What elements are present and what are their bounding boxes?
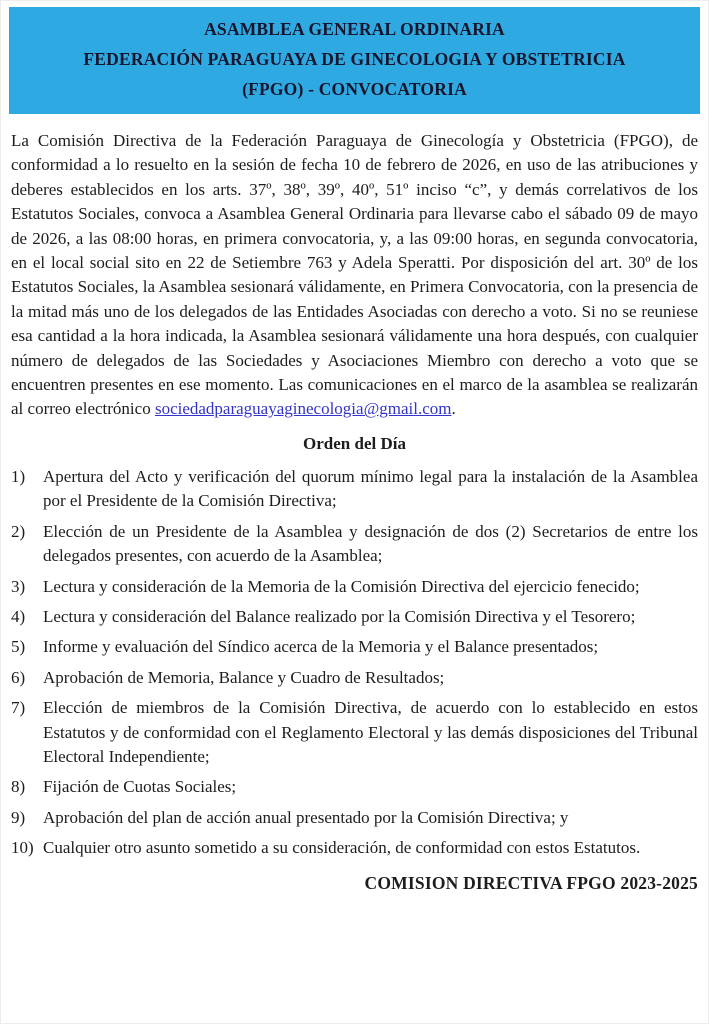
agenda-item-number: 9) <box>11 807 26 827</box>
agenda-item <box>11 666 698 690</box>
header-title-line2: FEDERACIÓN PARAGUAYA DE GINECOLOGIA Y OBSTETRICIA <box>83 49 626 69</box>
agenda-item-text: Aprobación del plan de acción anual presentado por la Comisión Directiva; y <box>43 807 569 827</box>
agenda-item-number: 3) <box>11 576 26 596</box>
agenda-item <box>11 696 698 769</box>
agenda-item-number: 5) <box>11 637 26 657</box>
document-body <box>11 129 698 861</box>
email-link[interactable]: sociedadparaguayaginecologia@gmail.com <box>154 399 452 419</box>
agenda-item-number: 7) <box>11 698 26 718</box>
agenda-item-text: Lectura y consideración de la Memoria de la Comisión Directiva del ejercicio fenecido; <box>43 576 640 596</box>
agenda-item-text: Elección de un Presidente de la Asamblea y designación de dos (2) Secretarios de entre los delegados presentes, con acuerdo de la Asamblea; <box>43 521 698 566</box>
agenda-item-text: Cualquier otro asunto sometido a su consideración, de conformidad con estos Estatutos. <box>43 838 641 858</box>
agenda-item <box>11 836 698 860</box>
agenda-title: Orden del Día <box>303 433 406 453</box>
agenda-item-number: 6) <box>11 667 26 687</box>
agenda-item-number: 4) <box>11 606 26 626</box>
agenda-item-number: 10) <box>11 838 34 858</box>
agenda-item-number: 8) <box>11 777 26 797</box>
agenda-item-text: Fijación de Cuotas Sociales; <box>43 777 237 797</box>
agenda-item-text: Informe y evaluación del Síndico acerca de la Memoria y el Balance presentados; <box>43 637 599 657</box>
agenda-item <box>11 635 698 659</box>
agenda-item <box>11 806 698 830</box>
agenda-item-text: Lectura y consideración del Balance realizado por la Comisión Directiva y el Tesorero; <box>43 606 636 626</box>
agenda-item <box>11 575 698 599</box>
signature-line: COMISION DIRECTIVA FPGO 2023-2025 <box>364 872 698 893</box>
agenda-item-number: 1) <box>11 466 26 486</box>
agenda-item-number: 2) <box>11 521 26 541</box>
paragraph-end-period: . <box>451 399 456 419</box>
convocation-paragraph <box>11 129 698 422</box>
agenda-item-text: Aprobación de Memoria, Balance y Cuadro de Resultados; <box>43 667 445 687</box>
convocation-text: La Comisión Directiva de la Federación Paraguaya de Ginecología y Obstetricia (FPGO), de conformidad a lo resuelto en la sesión de fecha 10 de febrero de 2026, en uso de las atribuciones y deberes establecidos en los arts. 37º, 38º, 39º, 40º, 51º inciso “c”, y demás correlativos de los Estatutos Sociales, convoca a Asamblea General Ordinaria para llevarse cabo el sábado 09 de mayo de 2026, a las 08:00 horas, en primera convocatoria, y, a las 09:00 horas, en segunda convocatoria, en el local social sito en 22 de Setiembre 763 y Adela Speratti. Por disposición del art. 30º de los Estatutos Sociales, la Asamblea sesionará válidamente, en Primera Convocatoria, con la presencia de la mitad más uno de los delegados de las Entidades Asociadas con derecho a voto. Si no se reuniese esa cantidad a la hora indicada, la Asamblea sesionará válidamente una hora después, con cualquier número de delegados de las Sociedades y Asociaciones Miembro con derecho a voto que se encuentren presentes en ese momento. Las comunicaciones en el marco de la asamblea se realizarán al correo electrónico <box>11 131 698 419</box>
document-header <box>9 7 700 114</box>
agenda-item-text: Elección de miembros de la Comisión Directiva, de acuerdo con lo establecido en estos Estatutos y de conformidad con el Reglamento Electoral y las demás disposiciones del Tribunal Electoral Independiente; <box>43 698 698 766</box>
header-title-line3: (FPGO) - CONVOCATORIA <box>242 79 467 99</box>
agenda-item <box>11 520 698 569</box>
agenda-item-text: Apertura del Acto y verificación del quorum mínimo legal para la instalación de la Asamblea por el Presidente de la Comisión Directiva; <box>43 466 698 511</box>
agenda-list <box>11 465 698 861</box>
agenda-item <box>11 465 698 514</box>
agenda-item <box>11 775 698 799</box>
header-title-line1: ASAMBLEA GENERAL ORDINARIA <box>204 19 505 39</box>
agenda-item <box>11 605 698 629</box>
